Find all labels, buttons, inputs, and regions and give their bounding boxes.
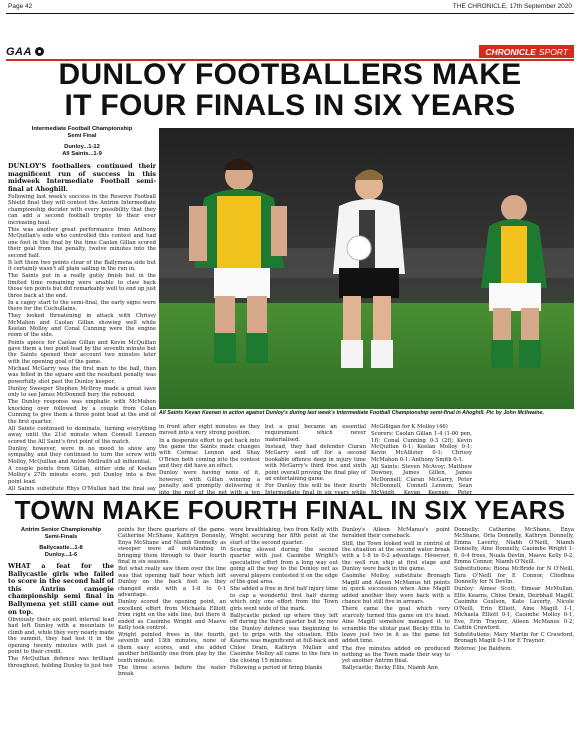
story2-paragraph: Substitutions: Mary Martin for C Crawford, Bronagh Magill 0-1 for E Traynor. [454,632,574,645]
story1-paragraph: All Saints substitute Rhys O'Mullan had the final say [8,485,156,492]
story1-column-2 [159,424,260,494]
story1-paragraph: This was another great performance from Anthony McQuillan's side who controlled this contest and had one foot in the final by the time Caolan Gillan scored their goal from the penalty, twelve minutes into the second half. [8,226,156,259]
story1-column-5 [477,424,574,494]
chronicle-label: CHRONICLE [485,46,536,57]
story2-paragraph: Caoimhe Molloy, substitute Bronagh Magill and Aileen McManus hit points in quick succession when Aine Magill added another they were back with a chance but still five in arrears. [342,573,450,606]
story2-paragraph: Obviously their six point interval lead had left Dunloy with a mountain to climb and, while they very nearly made the summit, they had lost it in the opening twenty minutes with just a point to their credit. [8,616,114,656]
story2-kicker-2: Semi-Finals [44,534,78,540]
story1-score-1: Dunloy...1-12 [64,144,100,150]
story2-paragraph: Referee: Joe Baldwin. [454,645,513,652]
story2-paragraph: Wright pointed frees in the fourth, seventh and 13th minutes, none of them easy scores, and she added another brilliantly one from play by the tenth minute. [118,632,226,664]
story2-score-1: Ballycastle...1-8 [39,545,83,551]
story2-paragraph: Substitutions: Riona McBride for N O'Neill, Tara O'Neill for E Connor, Cliodhna Donnelly for N Devlin. [454,566,574,586]
story1-paragraph: Instead, they had defender Ciaran McGarry sent off for a second bookable offence deep in injury time with McGarry's third free and sixth point overall proving the final play of an entertaining game. [265,443,366,483]
story2-column-2 [118,527,226,733]
story1-paragraph: For Dunloy this will be their fourth Intermediate final in six years while [265,483,366,494]
match-photo-image [159,128,574,409]
story1-paragraph: Scorers: Caolan Gillan 1-4 (1-00 pen, 1f); Conal Cunning 0-3 (2f); Kevin McQuillan 0-1; Keelan Molloy 0-1; Kevin McAllister 0-1; Chrissy McMahon 0-1; Anthony Smith 0-1. [371,431,472,463]
story1-kicker-2: Semi Final [67,133,97,139]
story1-paragraph: Michael McGarry was the first man to the ball, then was felled in the square and the resultant penalty was powerfully shot past the Dunloy keeper. [8,365,156,385]
story1-paragraph: Dunloy, however, were in no mood to show any sympathy, and they continued to turn the screw with Molloy, McQuillan and Anton Mellraith all influential. [8,445,156,465]
story2-paragraph: Still, the Town looked well in control of the situation at the second water break with a 1-8 to 0-2 advantage. However, the well run ship at first stage and Dunloy were back in the game. [342,540,450,573]
match-photo [159,128,574,409]
story2-lead: WHAT a feat for the Ballycastle girls who failed to score in the second half of this Antrim camogie championship semi final in Ballymena yet still came out on top. [8,562,114,616]
story1-column-4 [371,424,472,494]
story1-paragraph: They looked threatening in attack with Chrissy McMahon and Caolan Gillan showing well while Keelan Molloy and Conal Cunning were the engine room of the side. [8,313,156,339]
story1-headline-line2: IT FOUR FINALS IN SIX YEARS [64,89,516,122]
story2-column-1 [8,527,114,733]
story1-paragraph: in front after eight minutes as they moved into a very strong position. [159,424,260,437]
story1-kicker-1: Intermediate Football Championship [31,126,133,132]
story2-paragraph: Following a period of firing blanks [230,664,323,671]
section-masthead [6,45,574,58]
story2-paragraph: But what really saw them over the line was that opening half hour which left Dunloy on the back foot as they changed ends with a 1-8 to 0-1 advantage. [118,566,226,599]
story2-paragraph: Dunloy scored the opening point, an excellent effort from Michaela Elliott from right on the side line, but there it ended as Caoimhe Wright and Maeve Kelly took control. [118,599,226,631]
sport-label: SPORT [538,46,568,57]
gaa-label: GAA [6,45,32,58]
story1-column-1 [8,126,156,492]
story1-paragraph: The Dunloy response was emphatic with McMahon knocking over followed by a couple from Colan Cunning to give them a three point lead at the end of the first quarter. [8,399,156,425]
story2-kicker-1: Antrim Senior Championship [20,527,102,533]
story2-paragraph: were breathtaking, two from Kelly with Wright securing her fifth point at the start of the second quarter. [230,527,338,546]
story2-score-2: Dunloy...1-6 [44,552,78,558]
story1-lead: DUNLOY'S footballers continued their magnificent run of success in this midweek Intermediate Football semi-final at Ahoghill. [8,162,156,193]
story2-column-4 [342,527,450,733]
story2-paragraph: The three scores before the water break [118,664,226,678]
football-icon [35,47,44,56]
story2-paragraph: There came the goal which very scarcely turned this game on it's head. Aine Magill somehow managed it to scramble the sliotar past Becky Ellis to leave just two in it as the game hit added time. [342,606,450,645]
story1-paragraph: McGilligan for K Molloy (46) [371,424,448,430]
story1-paragraph: In a desperate effort to get back into the game the Saints made changes with Cormac Lennon and Shay O'Brien both coming into the contest and they did have an effect. [159,437,260,470]
header-rule [6,13,574,14]
story1-paragraph: but a goal became an essential requirement which never materialised. [265,424,366,443]
story2-paragraph: The five minutes added on produced nothing as the Town made their way to yet another Antrim final. [342,645,450,665]
story1-paragraph: Following last week's success in the Reserve Football Shield final they will contest the Antrim Intermediate championship decider with every possibility that they can add a second football trophy to their ever increasing haul. [8,193,156,226]
story1-headline-line1: DUNLOY FOOTBALLERS MAKE [58,58,522,91]
story2-paragraph: points for there quarters of the game. Catherine McShane, Kathryn Donnelly, Enya McShane and Niamh Donnelly as sweeper were all outstanding in bringing them through to their fourth final in six seasons. [118,527,226,566]
story1-paragraph: Dunloy Sweeper Stephen McIlroy made a great save only to see James McDonnell bury the rebound. [8,385,156,399]
story1-paragraph: All Saints: Steven McAvoy; Matthew Downey, James Gillen, James McDonnell; Ciaran McGarry, Peter McDonnell, Connell Lennon; Sean McVeigh, Kevan Keenan; Peter [371,463,472,494]
story2-paragraph: Donnelly; Catherine McShane, Enya McShane, Orla Donnelly, Kathryn Donnelly, Emma Laverty, Niabh O'Neill, Niamh Donnelly, Aine Donnelly, Caoimhe Wright 1-6, 0-4 frees, Nuala Devlin, Maeve Kelly 0-2, Emma Connor, Niamh O'Neill. [454,527,574,566]
story1-score-2: All Saints...1-9 [62,151,102,157]
story2-paragraph: Dunloy: Aimee Scott, Eimear McMullan, Ellis Kearns, Chloe Drain, Deirbhail Magill, Caoimhe Coulson, Kate Laverty, Nicole O'Neill, Erin Elliott, Aine Magill 1-1, Michaela Elliott 0-1, Caoimhe Molloy 0-1, Eve, Erin Traynor, Aileen McManus 0-2, Caitlin Crawford. [454,586,574,631]
story2-column-3 [230,527,338,733]
story1-column-3 [265,424,366,494]
story2-paragraph: The McQuillan defence was brilliant throughout, holding Dunloy to just two [8,656,114,669]
gaa-logo [6,45,44,58]
story2-paragraph: Scoring slowed during the second quarter with just Caoimhe Wright's speculative effort from a long way out going all the way to the Dunloy net as several players contested it on the edge of the goal area. [230,546,338,586]
story1-paragraph: In a cagey start to the semi-final, the early signs were there for the Cuchullains. [8,299,156,313]
chronicle-sport-banner [479,45,574,58]
story2-paragraph: Dunloy's Aileen McManus's point heralded their comeback. [342,527,450,540]
story1-paragraph: It left them two points clear of the Ballymena side but it certainly wasn't all plain sailing in the run in. [8,259,156,273]
story2-paragraph: Ballycastle: Becky Ellis, Niamh Ann [342,665,438,672]
story1-paragraph: All Saints continued to dominate, turning everything away until the 21st minute when Connell Lennon scored the All Saint's first point of the match. [8,425,156,445]
paper-dateline: THE CHRONICLE, 17th September 2020 [452,2,572,10]
page-number: Page 42 [8,2,33,10]
story2-column-5 [454,527,574,733]
story2-paragraph: Ballycastle picked up where they left off during the third quarter but by now the Dunloy defence was beginning to get to grips with the situation. Ellis Kearns was magnificent at full-back and Chloe Drain, Kathryn Mullan and Caoimhe Molloy all came to the fore in the closing 15 minutes. [230,612,338,664]
story2-paragraph: She added a free in first half injury time to cap a wonderful first half during which only one effort from the Town girls went wide of the mark. [230,586,338,612]
story2-headline: TOWN MAKE FOURTH FINAL IN SIX YEARS [14,495,566,525]
story1-paragraph: The Saints put in a really gutsy finish but in the limited time remaining were unable to claw back those ten points but did remarkably well to end up just three back at the end. [8,273,156,299]
story1-paragraph: Dunloy were having none of it, however, with Gillan winning a penalty and promptly delivering it into the roof of the net with a ten [159,470,260,494]
page-header [0,0,580,12]
photo-caption: All Saints Kevan Keenan in action against Dunloy's during last week's Intermediate Football Championship semi-final in Ahoghill. Pic by John McIlwaine. [159,410,544,416]
story1-paragraph: Points apiece for Caolan Gillan and Kevin McQuillan gave them a two point lead by the seventh minute but the Saints opened their account two minutes later with the opening goal of the game. [8,339,156,365]
story1-paragraph: A couple points from Gillan, either side of Keelan Molloy's 27th minute score, put Dunloy into a five point lead. [8,465,156,485]
